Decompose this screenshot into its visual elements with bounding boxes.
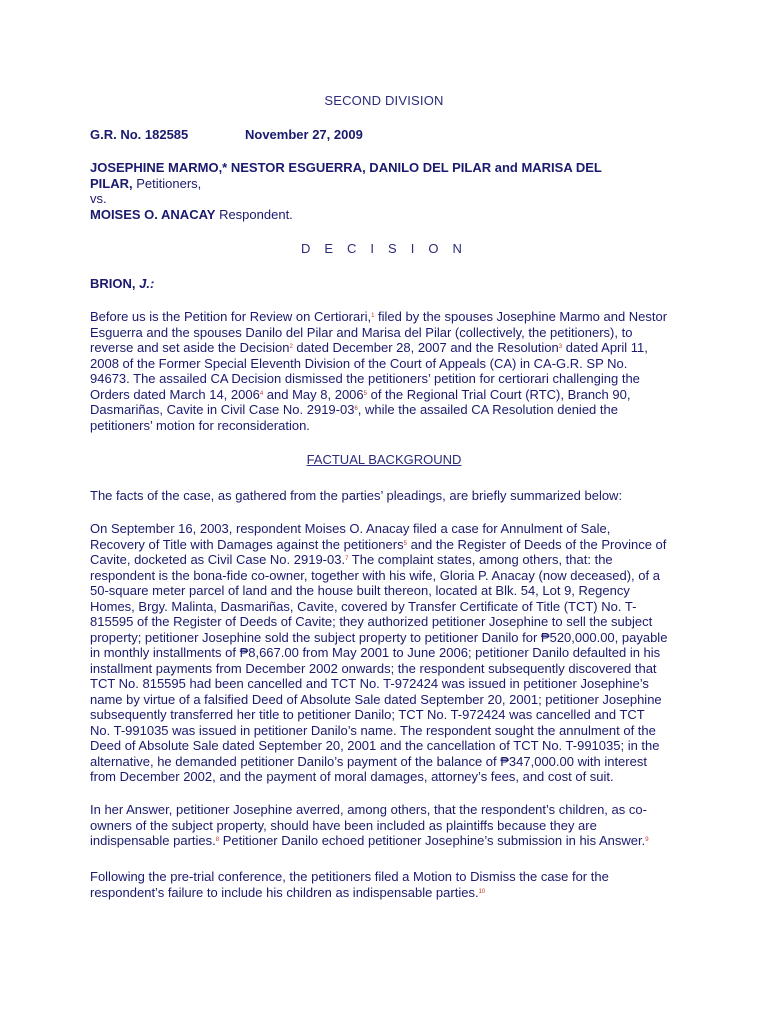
- section-heading: FACTUAL BACKGROUND: [306, 452, 462, 467]
- text-run: 50-square meter parcel of land and the house built thereon, located at Blk. 54, Lot 9, Regency: [90, 583, 630, 598]
- text-line: [90, 583, 680, 599]
- text-run: in monthly installments of ₱8,667.00 from May 2001 to June 2006; petitioner Danilo defaulted in his: [90, 645, 661, 660]
- case-number: G.R. No. 182585: [90, 127, 189, 142]
- case-date: November 27, 2009: [245, 127, 363, 142]
- footnote-link[interactable]: 8: [215, 837, 220, 843]
- ponente-name: BRION,: [90, 276, 140, 291]
- text-line: [90, 488, 680, 504]
- footnote-link[interactable]: 5: [363, 390, 367, 397]
- text-run: property; petitioner Josephine sold the subject property to petitioner Danilo for ₱520,000.00, payable: [90, 629, 668, 645]
- text-run: Deed of Absolute Sale dated September 20, 2001 and the cancellation of TCT No. T-991035; in the: [90, 738, 660, 753]
- text-line: [90, 418, 680, 434]
- paragraph-answer: [90, 802, 680, 849]
- paragraph-complaint: [90, 521, 680, 785]
- text-run: Homes, Brgy. Malinta, Dasmariñas, Cavite, covered by Transfer Certificate of Title (TCT) No. T-: [90, 598, 637, 614]
- footnote-link[interactable]: 3: [558, 344, 563, 350]
- text-line: [90, 707, 680, 723]
- text-run: and the Register of Deeds of the Province of: [406, 536, 667, 552]
- ponente: [90, 276, 154, 291]
- text-run: dated April 11,: [562, 340, 648, 355]
- text-run: On September 16, 2003, respondent Moises O. Anacay filed a case for Annulment of Sale,: [90, 521, 611, 536]
- text-line: [90, 692, 680, 708]
- text-run: owners of the subject property, should have been included as plaintiffs because they are: [90, 817, 597, 833]
- text-line: [90, 676, 680, 692]
- petitioners-names-cont: PILAR,: [90, 175, 133, 191]
- text-line: [90, 738, 680, 754]
- text-run: subsequently transferred her title to petitioner Danilo; TCT No. T-972424 was cancelled and TCT: [90, 707, 645, 722]
- text-run: 815595 of the Register of Deeds of Cavite; they authorized petitioner Josephine to sell the subject: [90, 614, 653, 629]
- text-line: [90, 356, 680, 372]
- text-run: of the Regional Trial Court (RTC), Branch 90,: [366, 386, 631, 402]
- decision-title: D E C I S I O N: [300, 241, 468, 256]
- ponente-suffix: J.:: [139, 276, 155, 291]
- text-line: [90, 340, 680, 356]
- division-heading: SECOND DIVISION: [324, 93, 444, 108]
- footnote-link[interactable]: 1: [371, 313, 375, 319]
- text-line: [90, 387, 680, 403]
- parties-block: [90, 160, 650, 222]
- paragraph-motion: [90, 869, 680, 900]
- text-run: respondent’s failure to include his children as indispensable parties.: [90, 884, 479, 900]
- text-run: 2008 of the Former Special Eleventh Division of the Court of Appeals (CA) in CA-G.R. SP No.: [90, 355, 628, 371]
- text-run: petitioners’ motion for reconsideration.: [90, 417, 310, 433]
- text-run: from December 2002, and the payment of moral damages, attorney’s fees, and cost of suit.: [90, 769, 614, 784]
- text-line: [90, 309, 680, 325]
- footnote-link[interactable]: 4: [259, 390, 264, 397]
- text-line: [90, 537, 680, 553]
- text-line: [90, 645, 680, 661]
- text-line: [90, 769, 680, 785]
- text-line: [90, 521, 680, 537]
- text-line: [90, 630, 680, 646]
- text-run: TCT No. 815595 had been cancelled and TCT No. T-972424 was issued in petitioner Josephine’s: [90, 676, 649, 691]
- footnote-link[interactable]: 2: [289, 344, 293, 350]
- text-line: [90, 402, 680, 418]
- text-run: Recovery of Title with Damages against the petitioners: [90, 536, 404, 552]
- text-line: [90, 599, 680, 615]
- text-run: Orders dated March 14, 2006: [90, 386, 260, 402]
- text-run: alternative, he demanded petitioner Danilo’s payment of the balance of ₱347,000.00 with interest: [90, 753, 647, 769]
- text-line: [90, 552, 680, 568]
- paragraph-petition: [90, 309, 680, 433]
- petitioners-line-2: [90, 176, 650, 192]
- text-run: Esguerra and the spouses Danilo del Pilar and Marisa del Pilar (collectively, the petitioners), to: [90, 324, 633, 340]
- petitioners-names: JOSEPHINE MARMO,* NESTOR ESGUERRA, DANILO DEL PILAR and MARISA DEL: [90, 160, 602, 175]
- text-run: dated December 28, 2007 and the Resolution: [292, 340, 559, 355]
- text-line: [90, 568, 680, 584]
- text-run: Petitioner Danilo echoed petitioner Josephine’s submission in his Answer.: [219, 833, 646, 848]
- text-run: respondent is the bona-fide co-owner, together with his wife, Gloria P. Anacay (now deceased), of a: [90, 567, 660, 583]
- footnote-link[interactable]: 5: [403, 540, 407, 547]
- text-line: [90, 723, 680, 739]
- text-run: Before us is the Petition for Review on Certiorari,: [90, 309, 372, 324]
- versus: vs.: [90, 191, 107, 206]
- footnote-link[interactable]: 6: [354, 406, 358, 412]
- respondent-name: MOISES O. ANACAY: [90, 206, 216, 222]
- text-run: reverse and set aside the Decision: [90, 340, 290, 355]
- text-line: [90, 661, 680, 677]
- text-line: [90, 802, 680, 818]
- petitioners-line-1: [90, 160, 650, 176]
- text-run: installment payments from December 2002 onwards; the respondent subsequently discovered that: [90, 660, 657, 676]
- footnote-link[interactable]: 10: [478, 888, 486, 895]
- text-run: The facts of the case, as gathered from the parties’ pleadings, are briefly summarized below:: [90, 488, 623, 503]
- paragraph-facts-intro: [90, 488, 680, 504]
- text-run: name by virtue of a falsified Deed of Absolute Sale dated September 20, 2001; petitioner Josephine: [90, 691, 662, 707]
- text-run: No. T-991035 was issued in petitioner Danilo’s name. The respondent sought the annulment of the: [90, 722, 656, 738]
- text-run: filed by the spouses Josephine Marmo and Nestor: [374, 309, 668, 324]
- text-run: Dasmariñas, Cavite in Civil Case No. 2919-03: [90, 402, 355, 417]
- text-line: [90, 614, 680, 630]
- text-run: and May 8, 2006: [263, 386, 364, 402]
- text-run: The complaint states, among others, that: the: [348, 552, 613, 567]
- case-number-line: [90, 127, 363, 142]
- text-line: [90, 818, 680, 834]
- text-run: In her Answer, petitioner Josephine averred, among others, that the respondent’s children, as co-: [90, 802, 647, 817]
- text-line: [90, 885, 680, 901]
- respondent-line: [90, 207, 650, 223]
- respondent-role: Respondent.: [215, 206, 293, 222]
- petitioners-role: Petitioners,: [132, 175, 202, 191]
- text-run: 94673. The assailed CA Decision dismissed the petitioners’ petition for certiorari challenging the: [90, 371, 640, 386]
- footnote-link[interactable]: 9: [645, 837, 649, 843]
- footnote-link[interactable]: 7: [345, 556, 349, 562]
- text-line: [90, 833, 680, 849]
- text-run: Cavite, docketed as Civil Case No. 2919-03.: [90, 552, 346, 567]
- text-line: [90, 325, 680, 341]
- text-line: [90, 869, 680, 885]
- text-run: Following the pre-trial conference, the petitioners filed a Motion to Dismiss the case for the: [90, 869, 609, 884]
- text-run: indispensable parties.: [90, 833, 216, 848]
- text-run: , while the assailed CA Resolution denied the: [357, 402, 618, 417]
- text-line: [90, 371, 680, 387]
- text-line: [90, 754, 680, 770]
